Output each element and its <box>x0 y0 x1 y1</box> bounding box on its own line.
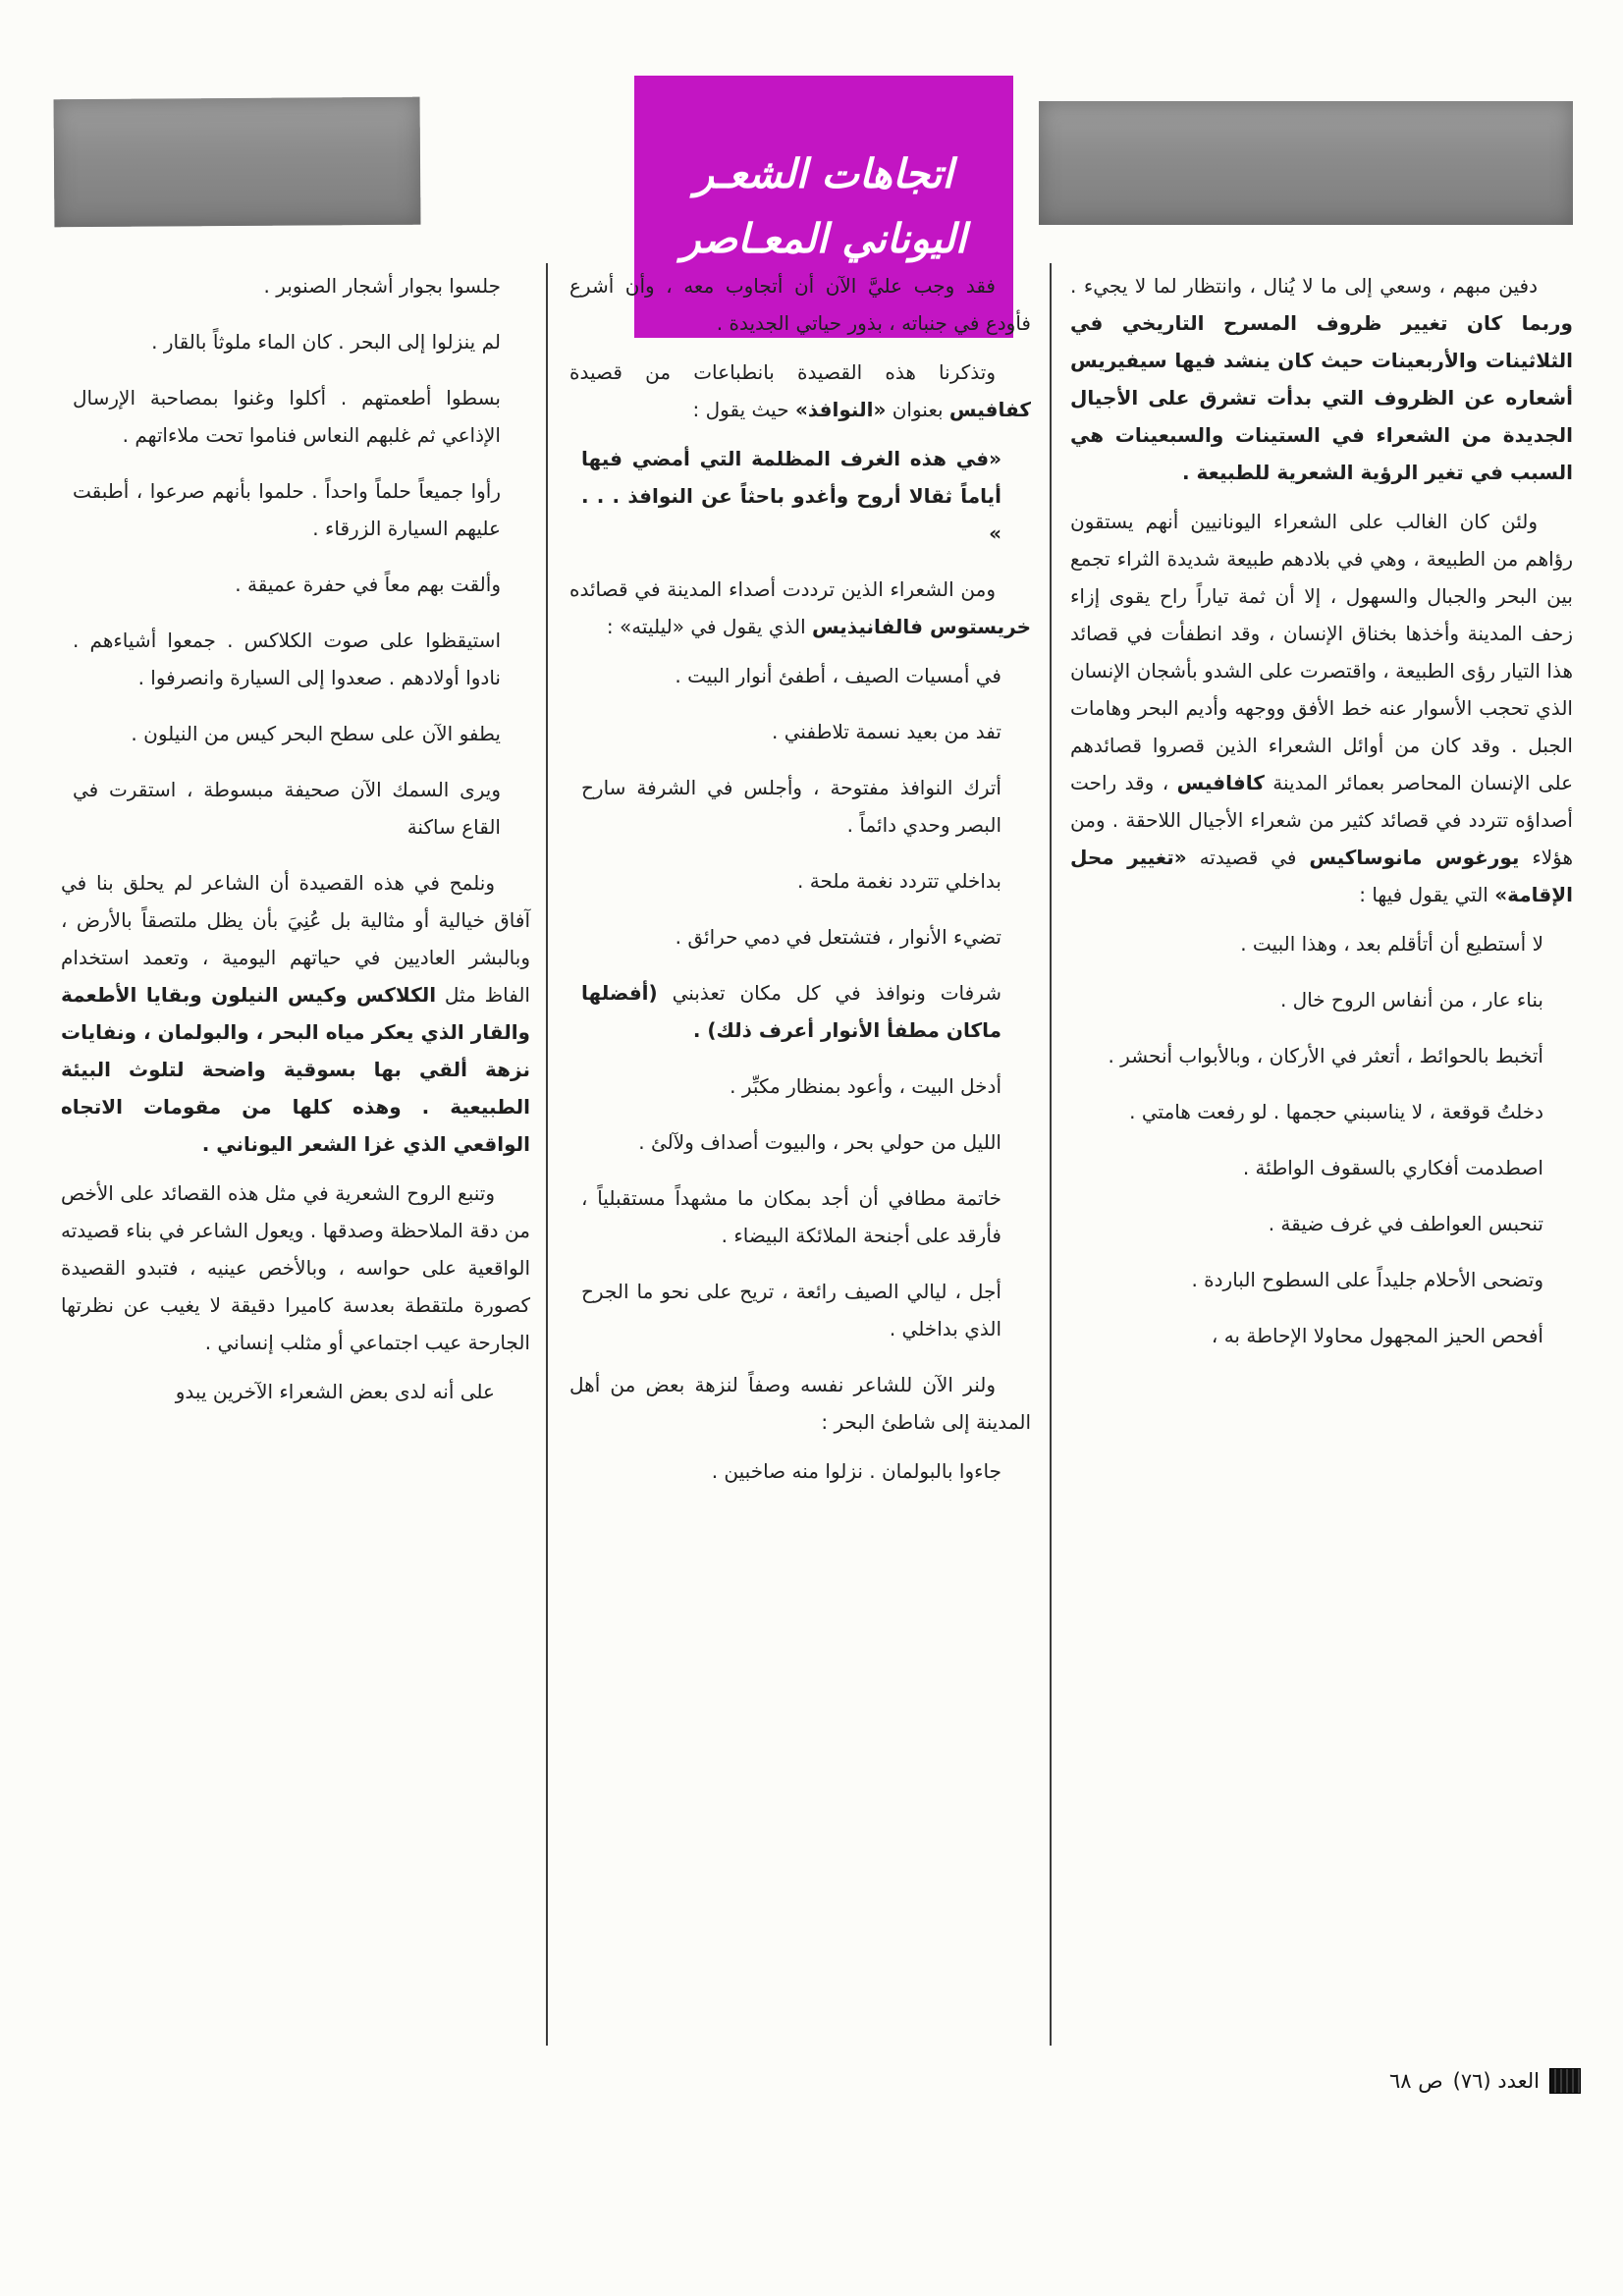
poem-line: «في هذه الغرف المظلمة التي أمضي فيها أياماً ثقالا أروح وأغدو باحثاً عن النوافذ . . . » <box>581 447 1001 545</box>
poem-line: تضيء الأنوار ، فتشتعل في دمي حرائق . <box>675 925 1001 949</box>
poem-line: وألقت بهم معاً في حفرة عميقة . <box>235 573 501 596</box>
poem-line: شرفات ونوافذ في كل مكان تعذبني (أفضلها ماكان مطفأ الأنوار أعرف ذلك) . <box>581 981 1001 1042</box>
page-number: ص ٦٨ <box>1388 2069 1443 2093</box>
poem-line: أدخل البيت ، وأعود بمنظار مكبِّر . <box>730 1074 1001 1098</box>
poem-line: دخلتُ قوقعة ، لا يناسبني حجمها . لو رفعت هامتي . <box>1129 1100 1543 1123</box>
poem-line: الليل من حولي بحر ، والبيوت أصداف ولآلئ . <box>638 1130 1001 1154</box>
paragraph: فقد وجب عليَّ الآن أن أتجاوب معه ، وأن أشرع فأودع في جنباته ، بذور حياتي الجديدة . <box>569 274 1031 335</box>
poem-line: استيقظوا على صوت الكلاكس . جمعوا أشياءهم . نادوا أولادهم . صعدوا إلى السيارة وانصرفوا . <box>73 629 501 689</box>
poem-line: خاتمة مطافي أن أجد بمكان ما مشهداً مستقبلياً ، فأرقد على أجنحة الملائكة البيضاء . <box>581 1186 1001 1247</box>
poem-line: اصطدمت أفكاري بالسقوف الواطئة . <box>1242 1156 1543 1179</box>
column-right <box>1070 267 1573 1373</box>
poem-line: لا أستطيع أن أتأقلم بعد ، وهذا البيت . <box>1240 932 1543 956</box>
poem-line: أترك النوافذ مفتوحة ، وأجلس في الشرفة سارح البصر وحدي دائماً . <box>581 776 1001 837</box>
column-left <box>61 267 530 1422</box>
poem-line: يطفو الآن على سطح البحر كيس من النيلون . <box>131 722 501 745</box>
page-title-line-1: اتجاهات الشعـر <box>694 150 953 198</box>
column-divider-right <box>1050 263 1052 2046</box>
column-divider-left <box>546 263 548 2046</box>
poem-line: تنحبس العواطف في غرف ضيقة . <box>1268 1212 1543 1235</box>
paragraph: دفين مبهم ، وسعي إلى ما لا يُنال ، وانتظار لما لا يجيء . وربما كان تغيير ظروف المسرح التاريخي في الثلاثينات والأربعينات حيث كان ينشد فيها سيفيريس أشعاره عن الظروف التي بدأت تشرق على الأجيال الجديدة من الشعراء في الستينات والسبعينات هي السبب في تغير الرؤية الشعرية للطبيعة . <box>1070 274 1573 484</box>
issue-number: العدد (٧٦) <box>1452 2069 1540 2093</box>
poem-line: تفد من بعيد نسمة تلاطفني . <box>772 720 1001 743</box>
header-rule-right <box>1039 101 1573 225</box>
paragraph: على أنه لدى بعض الشعراء الآخرين يبدو <box>175 1380 495 1403</box>
poem-line: في أمسيات الصيف ، أطفئ أنوار البيت . <box>675 664 1001 687</box>
poem-line: لم ينزلوا إلى البحر . كان الماء ملوثاً بالقار . <box>151 330 501 354</box>
poem-line: ويرى السمك الآن صحيفة مبسوطة ، استقرت في القاع ساكنة <box>73 778 501 839</box>
poem-line: أجل ، ليالي الصيف رائعة ، تريح على نحو ما الجرح الذي بداخلي . <box>581 1280 1001 1340</box>
column-middle <box>569 267 1031 1508</box>
paragraph: وتذكرنا هذه القصيدة بانطباعات من قصيدة كفافيس بعنوان «النوافذ» حيث يقول : <box>569 360 1031 421</box>
poem-line: بداخلي تتردد نغمة ملحة . <box>797 869 1001 893</box>
poem-line: أفحص الحيز المجهول محاولا الإحاطة به ، <box>1211 1324 1543 1347</box>
paragraph: ولئن كان الغالب على الشعراء اليونانيين أنهم يستقون رؤاهم من الطبيعة ، وهي في بلادهم طبيعة شديدة الثراء تجمع بين البحر والجبال والسهول ، إلا أن ثمة تياراً راح يقوى إزاء زحف المدينة وأخذها بخناق الإنسان ، وقد انطفأت في قصائد هذا التيار رؤى الطبيعة ، واقتصرت على الشدو بأشجان الإنسان الذي تحجب الأسوار عنه خط الأفق ووجهه وأديم البحر وهامات الجبل . وقد كان من أوائل الشعراء الذين قصروا قصائدهم على الإنسان المحاصر بعمائر المدينة كافافيس ، وقد راحت أصداؤه تتردد في قصائد كثير من شعراء الأجيال اللاحقة . ومن هؤلاء يورغوس مانوساكيس في قصيدته «تغيير محل الإقامة» التي يقول فيها : <box>1070 510 1574 906</box>
poem-line: أتخبط بالحوائط ، أتعثر في الأركان ، وبالأبواب أنحشر . <box>1108 1044 1543 1067</box>
header-rule-left <box>54 97 421 228</box>
poem-line: وتضحى الأحلام جليداً على السطوح الباردة . <box>1191 1268 1543 1291</box>
paragraph: وتنبع الروح الشعرية في مثل هذه القصائد على الأخص من دقة الملاحظة وصدقها . ويعول الشاعر في بناء قصيدته الواقعية على حواسه ، وبالأخص عينيه ، فتبدو القصيدة كصورة ملتقطة بعدسة كاميرا دقيقة لا يغيب عن نظرتها الجارحة عيب اجتماعي أو مثلب إنساني . <box>61 1181 530 1354</box>
poem-line: بسطوا أطعمتهم . أكلوا وغنوا بمصاحبة الإرسال الإذاعي ثم غلبهم النعاس فناموا تحت ملاءاتهم . <box>73 386 501 447</box>
poem-line: بناء عار ، من أنفاس الروح خال . <box>1279 988 1543 1011</box>
paragraph: ونلمح في هذه القصيدة أن الشاعر لم يحلق بنا في آفاق خيالية أو مثالية بل عُنِيَ بأن يظل ملتصقاً بالأرض ، وبالبشر العاديين في حياتهم اليومية ، وتعمد استخدام الفاظ مثل الكلاكس وكيس النيلون وبقايا الأطعمة والقار الذي يعكر مياه البحر ، والبولمان ، ونفايات نزهة ألقي بها بسوقية واضحة لتلوث البيئة الطبيعية . وهذه كلها من مقومات الاتجاه الواقعي الذي غزا الشعر اليوناني . <box>61 871 530 1156</box>
paragraph: ولنر الآن للشاعر نفسه وصفاً لنزهة بعض من أهل المدينة إلى شاطئ البحر : <box>569 1373 1031 1434</box>
magazine-logo-icon <box>1549 2068 1581 2094</box>
poem-line: جاءوا بالبولمان . نزلوا منه صاخبين . <box>711 1459 1001 1483</box>
poem-line: جلسوا بجوار أشجار الصنوبر . <box>263 274 501 298</box>
paragraph: ومن الشعراء الذين ترددت أصداء المدينة في قصائده خريستوس فالفانيذيس الذي يقول في «ليليته» : <box>569 577 1031 638</box>
page-footer <box>1208 2068 1581 2094</box>
poem-line: رأوا جميعاً حلماً واحداً . حلموا بأنهم صرعوا ، أطبقت عليهم السيارة الزرقاء . <box>73 479 501 540</box>
page-title-line-2: اليوناني المعـاصر <box>680 214 967 262</box>
